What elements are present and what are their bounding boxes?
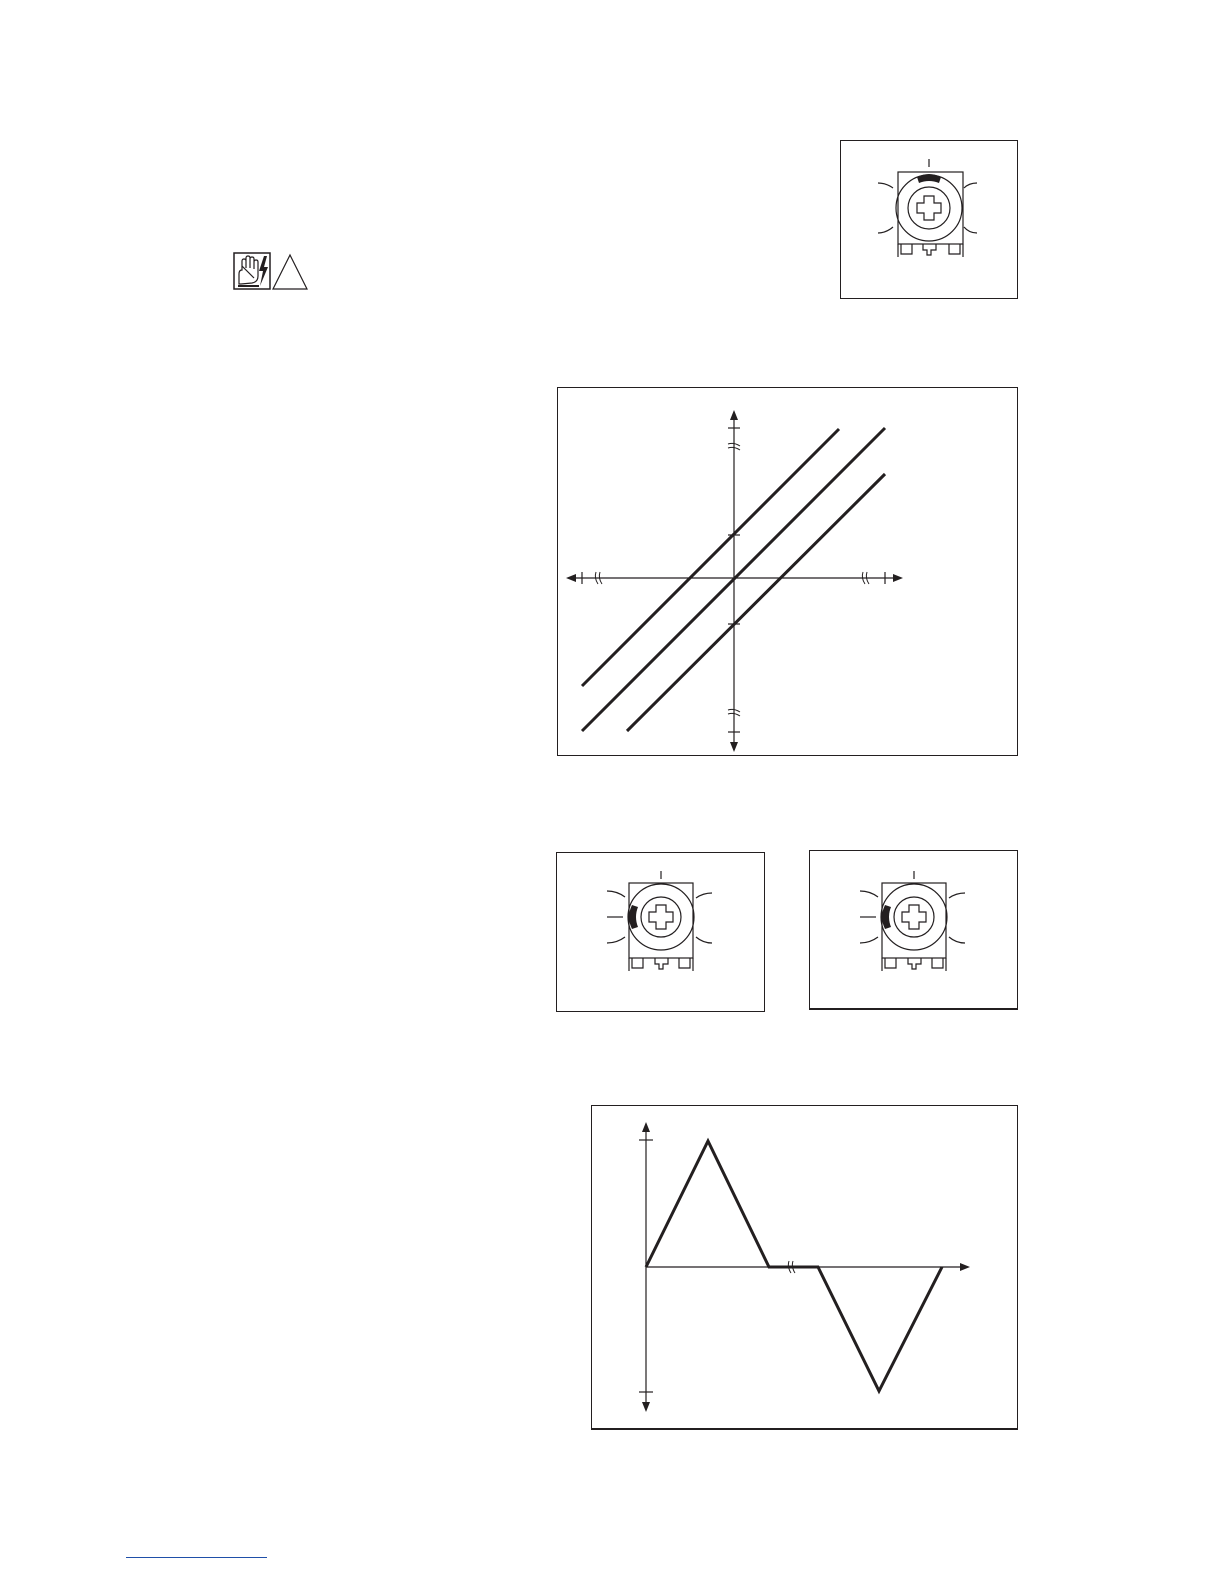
trimmer-pot-left-b-figure — [809, 850, 1018, 1010]
footer-rule — [126, 1557, 267, 1558]
transfer-characteristic-icon — [558, 388, 1016, 754]
trimmer-potentiometer-icon — [557, 853, 763, 1010]
offset-transfer-plot — [557, 387, 1018, 756]
warning-symbols — [233, 252, 309, 292]
trimmer-potentiometer-icon — [841, 141, 1016, 297]
trimmer-pot-top-figure — [840, 140, 1018, 299]
caution-triangle-icon — [273, 255, 307, 289]
trimmer-potentiometer-icon — [810, 851, 1016, 1008]
trimmer-pot-left-a-figure — [556, 852, 765, 1012]
waveform-icon — [592, 1106, 1016, 1427]
triangle-waveform-line — [646, 1141, 942, 1391]
triangle-waveform-plot — [591, 1105, 1018, 1430]
